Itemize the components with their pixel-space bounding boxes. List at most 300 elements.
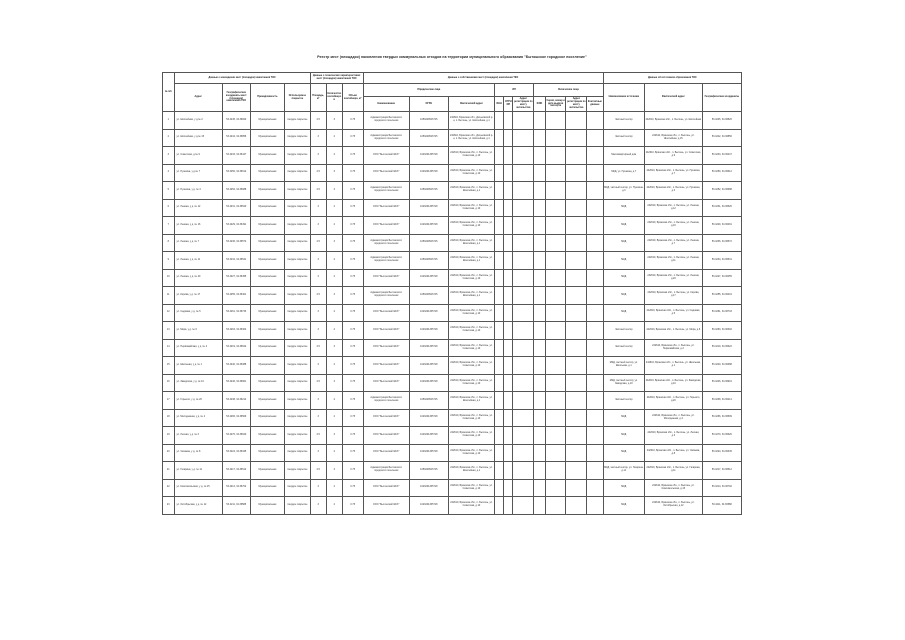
col-passport: Серия, номер и дата выдачи паспорта <box>545 97 566 112</box>
row-inn <box>495 287 504 305</box>
row-src-address: 242610, Брянская обл., п. Бытошь, ул. Молодежная, д.4 <box>645 409 703 427</box>
row-containers: 3 <box>326 287 342 305</box>
row-inn <box>495 182 504 200</box>
row-affiliation: Муниципальная <box>250 479 285 497</box>
row-src-name: МКД <box>603 444 645 462</box>
row-fl-address <box>566 479 587 497</box>
row-src-coords: 53.4250, 34.36612 <box>702 164 741 182</box>
row-ogrnip <box>504 147 513 165</box>
row-area: 3 <box>310 304 326 322</box>
row-fio <box>534 234 546 252</box>
row-ogrn: 1053249516715 <box>409 252 448 270</box>
row-ogrnip <box>504 182 513 200</box>
row-ogrn: 1023201335718 <box>409 322 448 340</box>
row-number: 23 <box>163 497 175 515</box>
row-address: ул. Мира, у д. № 6 <box>174 322 222 340</box>
row-org-name: ООО "Бытошский ЖКХ" <box>363 427 409 445</box>
registry-table <box>162 72 742 515</box>
row-inn <box>495 357 504 375</box>
row-inn <box>495 339 504 357</box>
row-src-coords: 53.4238, 34.36214 <box>702 392 741 410</box>
row-passport <box>545 427 566 445</box>
row-contacts <box>587 444 603 462</box>
row-fl-address <box>566 427 587 445</box>
row-number: 10 <box>163 269 175 287</box>
row-area: 3 <box>310 322 326 340</box>
table-row <box>163 392 742 410</box>
row-volume: 0.75 <box>342 409 363 427</box>
row-fl-address <box>566 409 587 427</box>
row-ip-address <box>513 182 534 200</box>
row-org-name: ООО "Бытошский ЖКХ" <box>363 409 409 427</box>
row-volume: 0.75 <box>342 147 363 165</box>
row-ogrnip <box>504 217 513 235</box>
row-ip-address <box>513 409 534 427</box>
row-src-coords: 53.4246, 34.36901 <box>702 374 741 392</box>
row-inn <box>495 147 504 165</box>
row-legal-address: 242610, Брянская обл., п. Бытошь, ул. Советская, д.10 <box>448 339 494 357</box>
col-surface: Используемое покрытие <box>285 84 310 112</box>
row-ip-address <box>513 164 534 182</box>
row-surface: твердое покрытие <box>285 322 310 340</box>
row-volume: 0.75 <box>342 252 363 270</box>
row-volume: 0.75 <box>342 374 363 392</box>
row-src-name: МКД <box>603 199 645 217</box>
row-area: 4.5 <box>310 427 326 445</box>
row-number: 18 <box>163 409 175 427</box>
table-row <box>163 374 742 392</box>
row-ogrnip <box>504 129 513 147</box>
row-contacts <box>587 479 603 497</box>
row-containers: 3 <box>326 427 342 445</box>
row-area: 3 <box>310 444 326 462</box>
row-volume: 0.75 <box>342 444 363 462</box>
row-inn <box>495 497 504 515</box>
row-src-address: 242610, Брянская обл., п. Бытошь, ул. Горького, д.20 <box>645 392 703 410</box>
row-affiliation: Муниципальная <box>250 427 285 445</box>
row-ogrnip <box>504 112 513 130</box>
row-ogrn: 1023201335718 <box>409 199 448 217</box>
row-ogrn: 1053249516715 <box>409 392 448 410</box>
row-ip-address <box>513 287 534 305</box>
row-surface: твердое покрытие <box>285 287 310 305</box>
row-coords: 53.4266, 34.36509 <box>222 409 250 427</box>
row-number: 7 <box>163 217 175 235</box>
row-src-coords: 53.4263, 34.36302 <box>702 322 741 340</box>
row-address: ул. Чапаева, у д. № 8 <box>174 444 222 462</box>
table-row <box>163 427 742 445</box>
row-coords: 53.4261, 34.36733 <box>222 304 250 322</box>
row-address: ул. Ленина, у д. № 7 <box>174 234 222 252</box>
row-volume: 0.75 <box>342 304 363 322</box>
row-ogrn: 1023201335718 <box>409 217 448 235</box>
row-src-name: МКД <box>603 479 645 497</box>
row-org-name: ООО "Бытошский ЖКХ" <box>363 479 409 497</box>
row-containers: 3 <box>326 462 342 480</box>
row-surface: твердое покрытие <box>285 269 310 287</box>
row-src-address: 242610, Брянская обл., п. Бытошь, ул. Кирова, д.17 <box>645 287 703 305</box>
row-ogrnip <box>504 357 513 375</box>
col-containers: Количество контейнеров <box>326 84 342 112</box>
row-ogrn: 1053249516715 <box>409 129 448 147</box>
row-coords: 53.4263, 34.36302 <box>222 322 250 340</box>
row-volume: 0.75 <box>342 269 363 287</box>
row-affiliation: Муниципальная <box>250 444 285 462</box>
row-src-address: 242610, Брянская обл., п. Бытошь, ул. Пушкина, д.3 <box>645 182 703 200</box>
row-legal-address: 242610, Брянская обл., Дятьковский р-н, п. Бытошь, ул. Шоссейная, д.1 <box>448 129 494 147</box>
row-address: ул. Гагарина, у д. № 11 <box>174 462 222 480</box>
row-containers: 2 <box>326 479 342 497</box>
row-address: ул. Пушкина, у д.№ 7 <box>174 164 222 182</box>
row-fio <box>534 409 546 427</box>
row-area: 3 <box>310 129 326 147</box>
row-src-name: МКД <box>603 409 645 427</box>
row-ogrn: 1023201335718 <box>409 497 448 515</box>
row-src-address: 242610, Брянская обл., п. Бытошь, ул. Ленина, д.7 <box>645 234 703 252</box>
col-affiliation: Принадлежность <box>250 84 285 112</box>
row-contacts <box>587 427 603 445</box>
row-src-name: Частный сектор <box>603 392 645 410</box>
row-org-name: ООО "Бытошский ЖКХ" <box>363 497 409 515</box>
row-src-name: МКД, частный сектор, ул. Заводская, д.10 <box>603 374 645 392</box>
col-ogrn: ОГРН <box>409 97 448 112</box>
row-contacts <box>587 252 603 270</box>
row-ogrn: 1023201335718 <box>409 339 448 357</box>
row-ogrnip <box>504 164 513 182</box>
row-inn <box>495 392 504 410</box>
row-ip-address <box>513 112 534 130</box>
row-ogrn: 1023201335718 <box>409 269 448 287</box>
row-surface: твердое покрытие <box>285 357 310 375</box>
row-ip-address <box>513 497 534 515</box>
row-coords: 53.4270, 34.36620 <box>222 427 250 445</box>
row-inn <box>495 252 504 270</box>
row-fio <box>534 462 546 480</box>
row-passport <box>545 392 566 410</box>
row-contacts <box>587 269 603 287</box>
row-surface: твердое покрытие <box>285 462 310 480</box>
row-src-coords: 53.4214, 34.36702 <box>702 479 741 497</box>
row-fl-address <box>566 112 587 130</box>
row-number: 1 <box>163 112 175 130</box>
row-inn <box>495 304 504 322</box>
row-containers: 3 <box>326 339 342 357</box>
row-legal-address: 242610, Брянская обл., п. Бытошь, ул. Советская, д.10 <box>448 147 494 165</box>
row-affiliation: Муниципальная <box>250 322 285 340</box>
row-surface: твердое покрытие <box>285 182 310 200</box>
row-surface: твердое покрытие <box>285 374 310 392</box>
row-number: 6 <box>163 199 175 217</box>
col-fl-address: Адрес регистрации по месту жительства <box>566 97 587 112</box>
row-containers: 2 <box>326 322 342 340</box>
row-surface: твердое покрытие <box>285 164 310 182</box>
row-src-coords: 53.4229, 34.36491 <box>702 217 741 235</box>
row-src-coords: 53.4219, 34.36622 <box>702 339 741 357</box>
table-row <box>163 199 742 217</box>
row-address: ул. Ленина, у д. № 20 <box>174 269 222 287</box>
row-legal-address: 242610, Брянская обл., п. Бытошь, ул. Советская, д.10 <box>448 374 494 392</box>
row-number: 15 <box>163 357 175 375</box>
row-fl-address <box>566 374 587 392</box>
col-contacts: Контактные данные <box>587 97 603 112</box>
row-volume: 0.75 <box>342 234 363 252</box>
row-ogrnip <box>504 497 513 515</box>
row-legal-address: 242610, Брянская обл., п. Бытошь, ул. Советская, д.10 <box>448 409 494 427</box>
row-surface: твердое покрытие <box>285 304 310 322</box>
row-src-name: МКД, частный сектор, ул. Пушкина, д.3 <box>603 182 645 200</box>
row-contacts <box>587 112 603 130</box>
row-legal-address: 242610, Брянская обл., п. Бытошь, ул. Советская, д.10 <box>448 217 494 235</box>
row-src-name: МКД <box>603 217 645 235</box>
row-area: 3 <box>310 199 326 217</box>
row-ip-address <box>513 252 534 270</box>
row-volume: 0.75 <box>342 392 363 410</box>
row-src-name: МКД, ул. Пушкина, д.7 <box>603 164 645 182</box>
row-org-name: Администрация Бытошского городского поселения <box>363 392 409 410</box>
row-ogrn: 1053249516715 <box>409 112 448 130</box>
row-ip-address <box>513 444 534 462</box>
row-ogrn: 1023201335718 <box>409 409 448 427</box>
row-inn <box>495 112 504 130</box>
row-coords: 53.4245, 34.36820 <box>222 112 250 130</box>
row-legal-address: 242610, Брянская обл., п. Бытошь, ул. Советская, д.10 <box>448 199 494 217</box>
row-passport <box>545 287 566 305</box>
row-fio <box>534 269 546 287</box>
row-area: 3 <box>310 497 326 515</box>
row-src-coords: 53.4245, 34.36820 <box>702 112 741 130</box>
row-legal-address: 242610, Брянская обл., п. Бытошь, ул. Советская, д.10 <box>448 479 494 497</box>
row-volume: 0.75 <box>342 182 363 200</box>
row-surface: твердое покрытие <box>285 217 310 235</box>
row-src-coords: 53.4261, 34.36733 <box>702 304 741 322</box>
row-coords: 53.4214, 34.36702 <box>222 479 250 497</box>
row-address: ул. Молодежная, у д. № 4 <box>174 409 222 427</box>
row-affiliation: Муниципальная <box>250 217 285 235</box>
row-src-address: 242610, Брянская обл., п. Бытошь, ул. Шоссейная <box>645 112 703 130</box>
row-src-address: 242610, Брянская обл., п. Бытошь, ул. Первомайская, д.2 <box>645 339 703 357</box>
row-inn <box>495 374 504 392</box>
row-address: ул. Лесная, у д. № 3 <box>174 427 222 445</box>
row-src-address: 242610, Брянская обл., п. Бытошь, ул. Школьная, д.1 <box>645 357 703 375</box>
row-inn <box>495 479 504 497</box>
row-ogrnip <box>504 322 513 340</box>
row-passport <box>545 182 566 200</box>
row-org-name: ООО "Бытошский ЖКХ" <box>363 322 409 340</box>
row-address: ул. Октябрьская, у д. № 12 <box>174 497 222 515</box>
row-volume: 0.75 <box>342 462 363 480</box>
row-src-address: 242610, Брянская обл., п. Бытошь, ул. Ленина, д.11 <box>645 252 703 270</box>
row-ip-address <box>513 392 534 410</box>
row-passport <box>545 164 566 182</box>
row-src-name: Частный сектор <box>603 129 645 147</box>
row-contacts <box>587 374 603 392</box>
row-coords: 53.4219, 34.36622 <box>222 339 250 357</box>
row-contacts <box>587 339 603 357</box>
row-ogrnip <box>504 392 513 410</box>
row-address: ул. Кирова, у д. № 17 <box>174 287 222 305</box>
row-area: 3 <box>310 479 326 497</box>
row-passport <box>545 497 566 515</box>
row-ogrn: 1023201335718 <box>409 427 448 445</box>
row-affiliation: Муниципальная <box>250 129 285 147</box>
row-src-name: Частный сектор <box>603 322 645 340</box>
row-area: 3 <box>310 147 326 165</box>
row-src-address: 242610, Брянская обл., п. Бытошь, ул. Мира, д.6 <box>645 322 703 340</box>
row-surface: твердое покрытие <box>285 444 310 462</box>
row-passport <box>545 462 566 480</box>
row-containers: 2 <box>326 129 342 147</box>
row-volume: 0.75 <box>342 199 363 217</box>
row-ip-address <box>513 339 534 357</box>
row-number: 14 <box>163 339 175 357</box>
row-fl-address <box>566 234 587 252</box>
row-passport <box>545 304 566 322</box>
row-legal-address: 242610, Брянская обл., п. Бытошь, ул. Советская, д.10 <box>448 427 494 445</box>
row-org-name: ООО "Бытошский ЖКХ" <box>363 444 409 462</box>
row-address: ул. Ленина, у д. № 12 <box>174 199 222 217</box>
row-ogrn: 1053249516715 <box>409 462 448 480</box>
row-ogrnip <box>504 287 513 305</box>
row-src-address: 242610, Брянская обл., п. Бытошь, ул. Комсомольская, д.15 <box>645 479 703 497</box>
row-surface: твердое покрытие <box>285 147 310 165</box>
row-coords: 53.4246, 34.36901 <box>222 374 250 392</box>
row-surface: твердое покрытие <box>285 479 310 497</box>
row-legal-address: 242610, Брянская обл., Дятьковский р-н, п. Бытошь, ул. Шоссейная, д.1 <box>448 112 494 130</box>
row-ip-address <box>513 304 534 322</box>
row-src-name: МКД <box>603 427 645 445</box>
row-ogrnip <box>504 427 513 445</box>
row-area: 4.5 <box>310 462 326 480</box>
row-fl-address <box>566 339 587 357</box>
row-passport <box>545 269 566 287</box>
row-number: 21 <box>163 462 175 480</box>
row-affiliation: Муниципальная <box>250 182 285 200</box>
col-ip-address: Адрес регистрации по месту жительства <box>513 97 534 112</box>
row-volume: 0.75 <box>342 322 363 340</box>
row-surface: твердое покрытие <box>285 427 310 445</box>
row-fio <box>534 147 546 165</box>
table-row <box>163 357 742 375</box>
row-surface: твердое покрытие <box>285 497 310 515</box>
row-number: 8 <box>163 234 175 252</box>
row-coords: 53.4227, 34.36455 <box>222 269 250 287</box>
row-src-name: Многоквартирный дом <box>603 147 645 165</box>
row-volume: 0.75 <box>342 164 363 182</box>
row-org-name: Администрация Бытошского городского поселения <box>363 182 409 200</box>
row-containers: 2 <box>326 199 342 217</box>
row-src-name: МКД <box>603 287 645 305</box>
row-legal-address: 242610, Брянская обл., п. Бытошь, ул. Советская, д.10 <box>448 269 494 287</box>
row-affiliation: Муниципальная <box>250 304 285 322</box>
table-row <box>163 182 742 200</box>
row-fio <box>534 392 546 410</box>
row-area: 3 <box>310 269 326 287</box>
row-ip-address <box>513 147 534 165</box>
row-number: 22 <box>163 479 175 497</box>
row-ogrnip <box>504 252 513 270</box>
row-number: 16 <box>163 374 175 392</box>
table-row <box>163 164 742 182</box>
row-contacts <box>587 129 603 147</box>
row-address: ул. Пушкина, у д. № 3 <box>174 182 222 200</box>
document-title: Реестр мест (площадок) накопления твердых коммунальных отходов на территории муниципального образования "Бытошское городское поселение" <box>317 55 587 59</box>
row-legal-address: 242610, Брянская обл., п. Бытошь, ул. Шоссейная, д.1 <box>448 182 494 200</box>
row-address: ул. Комсомольская, у д. № 15 <box>174 479 222 497</box>
row-legal-address: 242610, Брянская обл., п. Бытошь, ул. Советская, д.10 <box>448 497 494 515</box>
row-coords: 53.4255, 34.36401 <box>222 287 250 305</box>
row-ogrn: 1023201335718 <box>409 147 448 165</box>
row-volume: 0.75 <box>342 339 363 357</box>
row-org-name: ООО "Бытошский ЖКХ" <box>363 164 409 182</box>
row-fio <box>534 304 546 322</box>
row-src-coords: 53.4242, 34.36856 <box>702 129 741 147</box>
row-number: 5 <box>163 182 175 200</box>
row-src-coords: 53.4231, 34.36520 <box>702 199 741 217</box>
row-contacts <box>587 357 603 375</box>
row-src-name: МКД <box>603 234 645 252</box>
row-legal-address: 242610, Брянская обл., п. Бытошь, ул. Шоссейная, д.1 <box>448 392 494 410</box>
row-passport <box>545 217 566 235</box>
row-fio <box>534 479 546 497</box>
row-volume: 0.75 <box>342 479 363 497</box>
row-legal-address: 242610, Брянская обл., п. Бытошь, ул. Шоссейная, д.1 <box>448 462 494 480</box>
row-org-name: ООО "Бытошский ЖКХ" <box>363 339 409 357</box>
row-ogrnip <box>504 409 513 427</box>
row-legal-address: 242610, Брянская обл., п. Бытошь, ул. Советская, д.10 <box>448 322 494 340</box>
row-fio <box>534 217 546 235</box>
row-ogrn: 1053249516715 <box>409 287 448 305</box>
table-row <box>163 129 742 147</box>
col-src-name: Наименование источника <box>603 84 645 112</box>
row-contacts <box>587 147 603 165</box>
row-ip-address <box>513 199 534 217</box>
row-coords: 53.4217, 34.36512 <box>222 462 250 480</box>
row-coords: 53.4240, 34.36388 <box>222 357 250 375</box>
row-area: 4.5 <box>310 164 326 182</box>
row-org-name: ООО "Бытошский ЖКХ" <box>363 374 409 392</box>
row-inn <box>495 164 504 182</box>
table-row <box>163 234 742 252</box>
row-fl-address <box>566 392 587 410</box>
row-fl-address <box>566 357 587 375</box>
row-fio <box>534 129 546 147</box>
row-fl-address <box>566 147 587 165</box>
row-contacts <box>587 304 603 322</box>
row-src-name: Частный сектор <box>603 112 645 130</box>
row-legal-address: 242610, Брянская обл., п. Бытошь, ул. Советская, д.10 <box>448 357 494 375</box>
row-passport <box>545 234 566 252</box>
row-contacts <box>587 392 603 410</box>
row-org-name: Администрация Бытошского городского поселения <box>363 252 409 270</box>
row-inn <box>495 409 504 427</box>
row-inn <box>495 269 504 287</box>
row-surface: твердое покрытие <box>285 199 310 217</box>
row-ogrnip <box>504 234 513 252</box>
table-row <box>163 479 742 497</box>
group-sources: Данные об источниках образования ТКО <box>603 73 741 84</box>
row-area: 3 <box>310 409 326 427</box>
row-coords: 53.4234, 34.36541 <box>222 252 250 270</box>
row-address: ул. Заводская, у д. № 10 <box>174 374 222 392</box>
table-row <box>163 304 742 322</box>
row-src-coords: 53.4227, 34.36455 <box>702 269 741 287</box>
row-src-name: МКД, частный сектор, ул. Школьная, д.1 <box>603 357 645 375</box>
row-affiliation: Муниципальная <box>250 339 285 357</box>
row-ogrn: 1023201335718 <box>409 357 448 375</box>
row-affiliation: Муниципальная <box>250 409 285 427</box>
row-fl-address <box>566 182 587 200</box>
row-number: 4 <box>163 164 175 182</box>
